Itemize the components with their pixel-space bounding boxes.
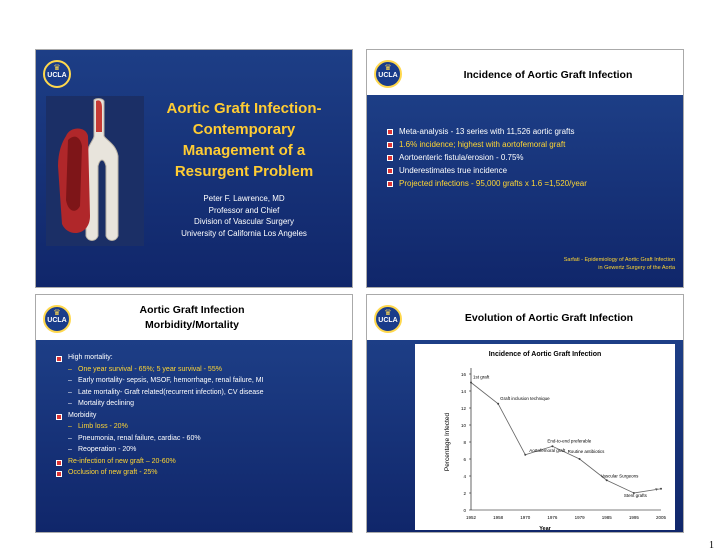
data-point (497, 403, 499, 405)
ucla-logo: ♛ UCLA (374, 60, 402, 88)
chart-annotation: Stent grafts (623, 493, 647, 498)
sub-bullet-item: – Limb loss - 20% (54, 421, 264, 433)
chart-title: Incidence of Aortic Graft Infection (488, 351, 602, 358)
bullet-item: Aortoenteric fistula/erosion - 0.75% (385, 151, 587, 164)
data-point (660, 488, 662, 490)
y-tick-label: 12 (460, 406, 466, 411)
y-tick-label: 16 (460, 372, 466, 377)
y-tick-label: 0 (463, 508, 466, 513)
y-tick-label: 2 (463, 491, 466, 496)
slide-evolution (366, 294, 684, 533)
data-point (524, 454, 526, 456)
aortic-graft-photo (46, 96, 144, 246)
slide-title (35, 49, 353, 288)
ucla-logo: ♛ UCLA (43, 60, 71, 88)
x-tick-label: 1985 (601, 515, 612, 520)
y-tick-label: 6 (463, 457, 466, 462)
sub-bullet-item: – Mortality declining (54, 398, 264, 410)
chart-annotation: 1st graft (473, 374, 490, 380)
x-tick-label: 1970 (520, 515, 531, 520)
chart-annotation: Routine antibiotics (567, 449, 605, 454)
slide-heading: Aortic Graft Infection Morbidity/Mortality (139, 304, 245, 331)
sub-bullet-item: – Pneumonia, renal failure, cardiac - 60% (54, 433, 264, 445)
slide-morbidity (35, 294, 353, 533)
data-point (470, 382, 472, 384)
y-tick-label: 8 (463, 440, 466, 445)
y-tick-label: 10 (460, 423, 466, 428)
bullet-item: Underestimates true incidence (385, 164, 587, 177)
incidence-line-chart (415, 344, 675, 530)
sub-bullet-item: – One year survival - 65%; 5 year survival - 55% (54, 364, 264, 376)
slide-incidence (366, 49, 684, 288)
bullet-item: Occlusion of new graft - 25% (54, 467, 264, 479)
x-tick-label: 1976 (547, 515, 558, 520)
slide-title-text: Aortic Graft Infection- Contemporary Management of a Resurgent Problem (166, 100, 322, 180)
sub-bullet-item: – Early mortality- sepsis, MSOF, hemorrhage, renal failure, MI (54, 375, 264, 387)
slide-background (36, 340, 352, 533)
bullet-item: Meta-analysis - 13 series with 11,526 aortic grafts (385, 125, 587, 138)
chart-annotation: Graft inclusion technique (500, 395, 550, 401)
page-number: 1 (709, 540, 714, 551)
x-axis-label: Year (539, 526, 551, 530)
data-point (579, 458, 581, 460)
x-tick-label: 1958 (493, 515, 504, 520)
chart-panel (415, 344, 675, 530)
bullet-item: 1.6% incidence; highest with aortofemoral graft (385, 138, 587, 151)
data-point (606, 479, 608, 481)
chart-annotation: Aortofemoral graft (529, 447, 566, 453)
sub-bullet-item: – Late mortality- Graft related(recurrent infection), CV disease (54, 387, 264, 399)
bullet-list (54, 352, 264, 479)
chart-annotation: Vascular Surgeons (600, 473, 639, 479)
slide-background (367, 95, 683, 288)
chart-annotation: End-to-end preferable (547, 438, 592, 444)
bullet-item: Morbidity (54, 410, 264, 422)
y-axis-label: Percentage Infected (444, 412, 451, 472)
slide-heading: Incidence of Aortic Graft Infection (463, 69, 633, 81)
author-block: Peter F. Lawrence, MD Professor and Chief Division of Vascular Surgery University of California Los Angeles (181, 194, 307, 238)
bullet-item: Projected infections - 95,000 grafts x 1.6 =1,520/year (385, 177, 587, 190)
x-tick-label: 1995 (628, 515, 639, 520)
bullet-item: Re-infection of new graft – 20-60% (54, 456, 264, 468)
bullet-list (385, 125, 587, 190)
y-tick-label: 14 (460, 389, 466, 394)
chart-annotation: ? (655, 486, 658, 492)
bullet-item: High mortality: (54, 352, 264, 364)
x-tick-label: 1952 (465, 515, 477, 520)
citation: Sarfati - Epidemiology of Aortic Graft Infection in Gewertz Surgery of the Aorta (563, 257, 675, 271)
slide-background (367, 340, 683, 533)
y-tick-label: 4 (463, 474, 466, 479)
ucla-logo: ♛ UCLA (43, 305, 71, 333)
slide-heading: Evolution of Aortic Graft Infection (464, 312, 634, 324)
x-tick-label: 2005 (655, 515, 667, 520)
sub-bullet-item: – Reoperation - 20% (54, 444, 264, 456)
x-tick-label: 1979 (574, 515, 585, 520)
ucla-logo: ♛ UCLA (374, 305, 402, 333)
